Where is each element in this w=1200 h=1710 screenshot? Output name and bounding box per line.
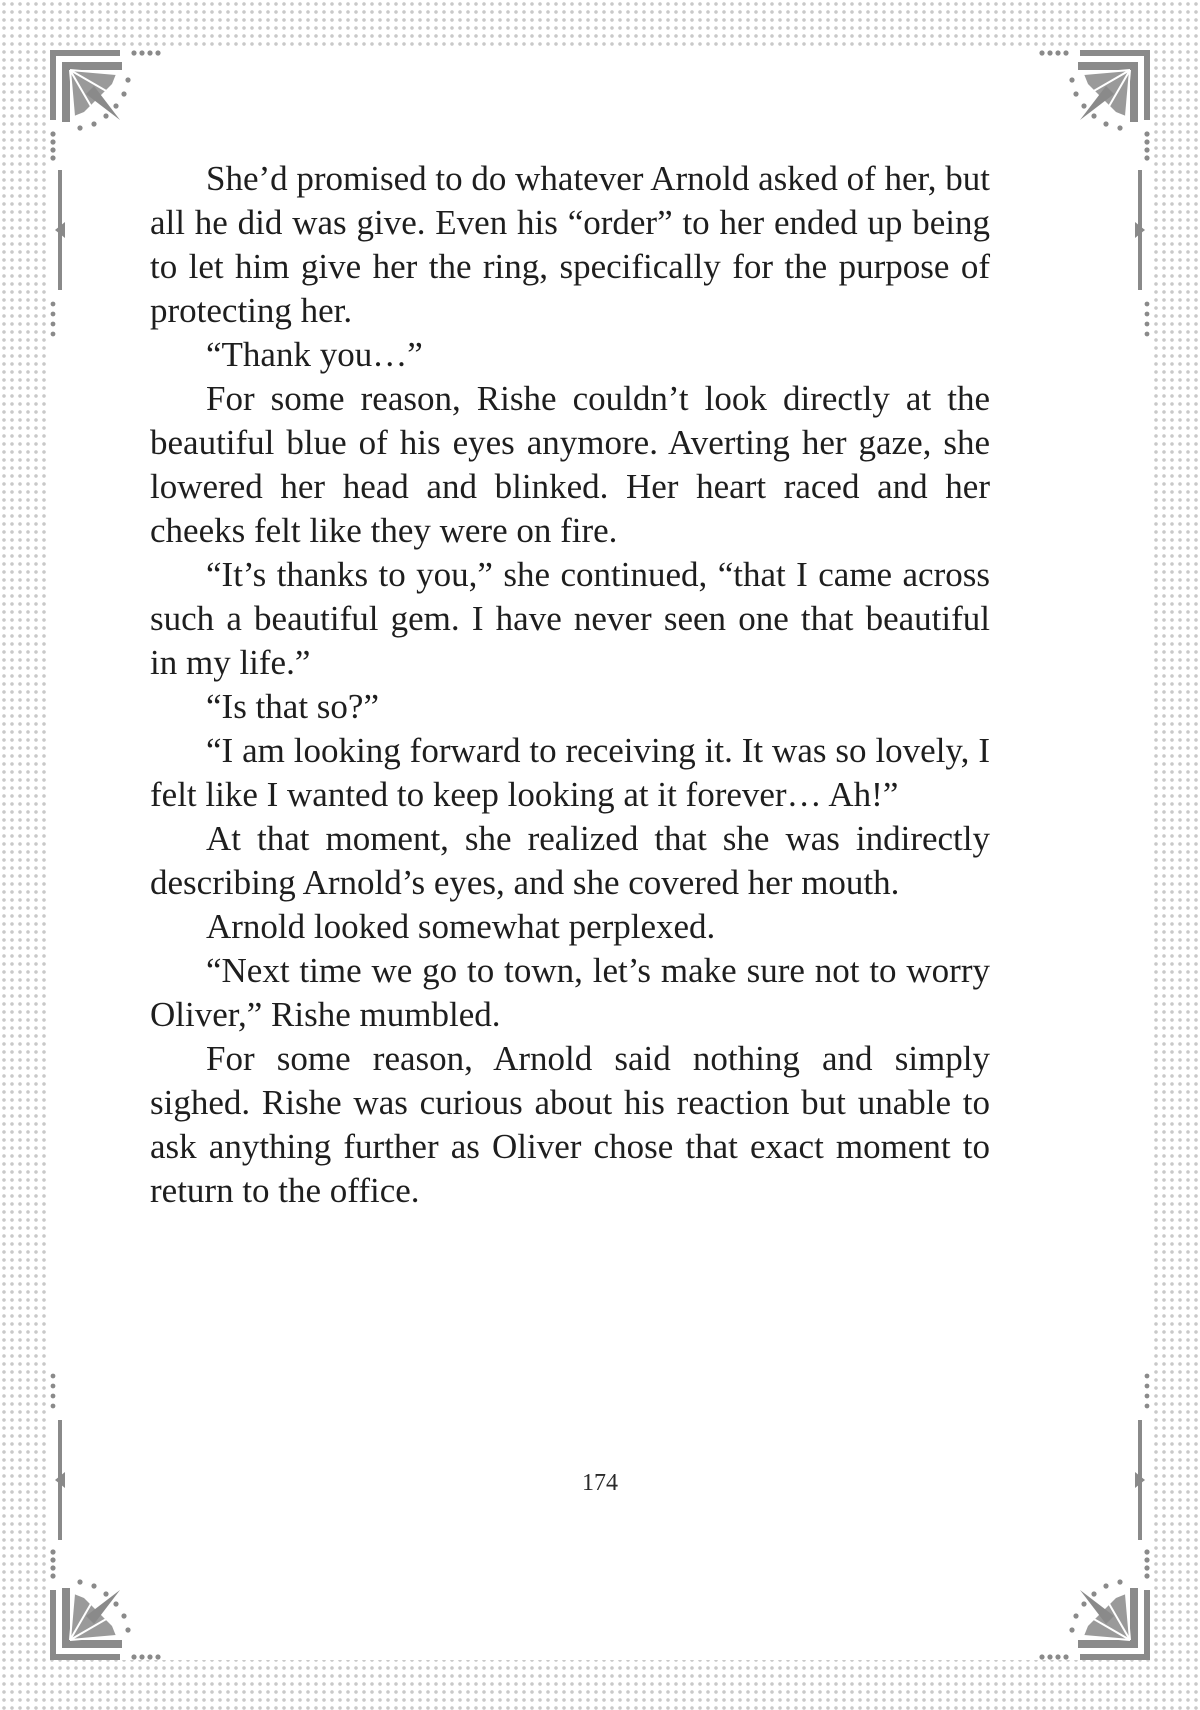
paragraph: “Next time we go to town, let’s make sure not to worry Oliver,” Rishe mumbled.	[150, 951, 990, 1034]
corner-ornament-top-left	[50, 50, 161, 161]
paragraph: For some reason, Rishe couldn’t look directly at the beautiful blue of his eyes anymore. Averting her gaze, she lowered her head and blinked. Her heart raced and her cheeks felt like they were on fire.	[150, 379, 990, 550]
paragraph: “Thank you…”	[206, 335, 423, 374]
paragraph: At that moment, she realized that she was indirectly describing Arnold’s eyes, and she covered her mouth.	[150, 819, 990, 902]
body-text	[150, 157, 990, 1213]
paragraph: For some reason, Arnold said nothing and simply sighed. Rishe was curious about his reaction but unable to ask anything further as Oliver chose that exact moment to return to the office.	[150, 1039, 990, 1210]
paragraph: She’d promised to do whatever Arnold asked of her, but all he did was give. Even his “order” to her ended up being to let him give her the ring, specifically for the purpose of protecting her.	[150, 159, 990, 330]
right-border-ornament	[1135, 170, 1149, 1540]
corner-ornament-bottom-right	[1039, 1549, 1150, 1660]
corner-ornament-top-right	[1039, 50, 1150, 161]
page-number: 174	[582, 1470, 618, 1496]
paragraph: “It’s thanks to you,” she continued, “that I came across such a beautiful gem. I have never seen one that beautiful in my life.”	[150, 555, 990, 682]
paragraph: Arnold looked somewhat perplexed.	[206, 907, 716, 946]
paragraph: “Is that so?”	[206, 687, 379, 726]
corner-ornament-bottom-left	[50, 1549, 161, 1660]
book-page	[50, 50, 1150, 1660]
paragraph: “I am looking forward to receiving it. It was so lovely, I felt like I wanted to keep looking at it forever… Ah!”	[150, 731, 990, 814]
left-border-ornament	[51, 170, 65, 1540]
